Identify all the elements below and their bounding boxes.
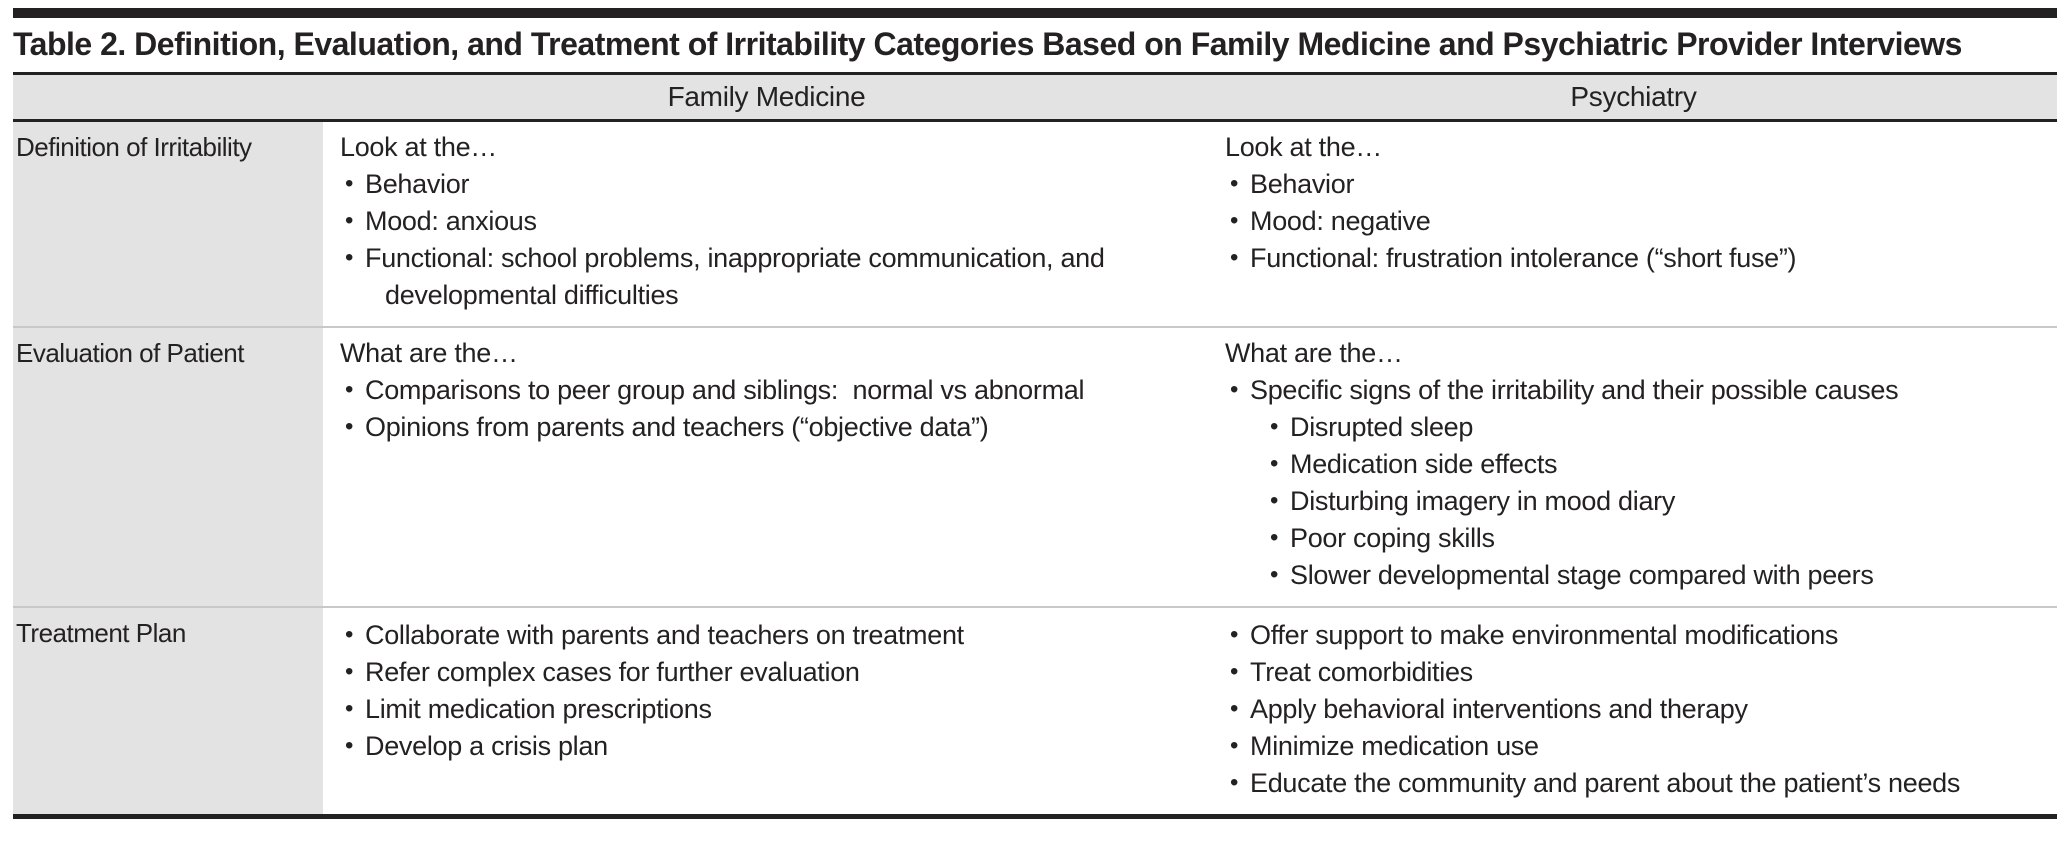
cell-evaluation-psychiatry (1210, 328, 2057, 606)
cell-treatment-family-medicine (323, 608, 1210, 814)
row-label: Definition of Irritability (13, 122, 323, 326)
sub-bullet-item: • Slower developmental stage compared with peers (1225, 557, 2051, 594)
bullet-item: • Treat comorbidities (1225, 654, 2051, 691)
bullet-item: • Refer complex cases for further evaluation (340, 654, 1198, 691)
bullet-item: • Develop a crisis plan (340, 728, 1198, 765)
sub-bullet-item: • Medication side effects (1225, 446, 2051, 483)
table-row-evaluation (13, 326, 2057, 606)
cell-intro: Look at the… (340, 132, 498, 162)
bullet-item: • Functional: school problems, inappropriate communication, and developmental difficulties (340, 240, 1198, 314)
sub-bullet-item: • Disrupted sleep (1225, 409, 2051, 446)
top-rule (13, 8, 2057, 18)
cell-intro: What are the… (1225, 338, 1403, 368)
bullet-item: • Mood: negative (1225, 203, 2051, 240)
bullet-item: • Comparisons to peer group and siblings: normal vs abnormal (340, 372, 1198, 409)
row-label: Evaluation of Patient (13, 328, 323, 606)
table-row-definition (13, 122, 2057, 326)
cell-definition-family-medicine (323, 122, 1210, 326)
bullet-item: • Specific signs of the irritability and their possible causes (1225, 372, 2051, 409)
column-header-family-medicine: Family Medicine (667, 81, 866, 112)
bullet-item: • Apply behavioral interventions and therapy (1225, 691, 2051, 728)
table-header-row (13, 75, 2057, 119)
bullet-item: • Minimize medication use (1225, 728, 2051, 765)
bottom-rule (13, 814, 2057, 819)
cell-treatment-psychiatry (1210, 608, 2057, 814)
table-row-treatment (13, 606, 2057, 814)
bullet-item: • Limit medication prescriptions (340, 691, 1198, 728)
sub-bullet-item: • Poor coping skills (1225, 520, 2051, 557)
bullet-item: • Mood: anxious (340, 203, 1198, 240)
bullet-item: • Opinions from parents and teachers (“objective data”) (340, 409, 1198, 446)
cell-intro: What are the… (340, 338, 518, 368)
bullet-item: • Collaborate with parents and teachers on treatment (340, 617, 1198, 654)
bullet-item: • Behavior (340, 166, 1198, 203)
bullet-item: • Educate the community and parent about the patient’s needs (1225, 765, 2051, 802)
cell-intro: Look at the… (1225, 132, 1383, 162)
table-body (13, 122, 2057, 814)
row-label: Treatment Plan (13, 608, 323, 814)
column-header-psychiatry: Psychiatry (1570, 81, 1697, 112)
cell-definition-psychiatry (1210, 122, 2057, 326)
bullet-item: • Offer support to make environmental modifications (1225, 617, 2051, 654)
bullet-item: • Behavior (1225, 166, 2051, 203)
table-title: Table 2. Definition, Evaluation, and Treatment of Irritability Categories Based on Family Medicine and Psychiatric Provider Interviews (13, 26, 1962, 62)
bullet-item: • Functional: frustration intolerance (“short fuse”) (1225, 240, 2051, 277)
cell-evaluation-family-medicine (323, 328, 1210, 606)
sub-bullet-item: • Disturbing imagery in mood diary (1225, 483, 2051, 520)
